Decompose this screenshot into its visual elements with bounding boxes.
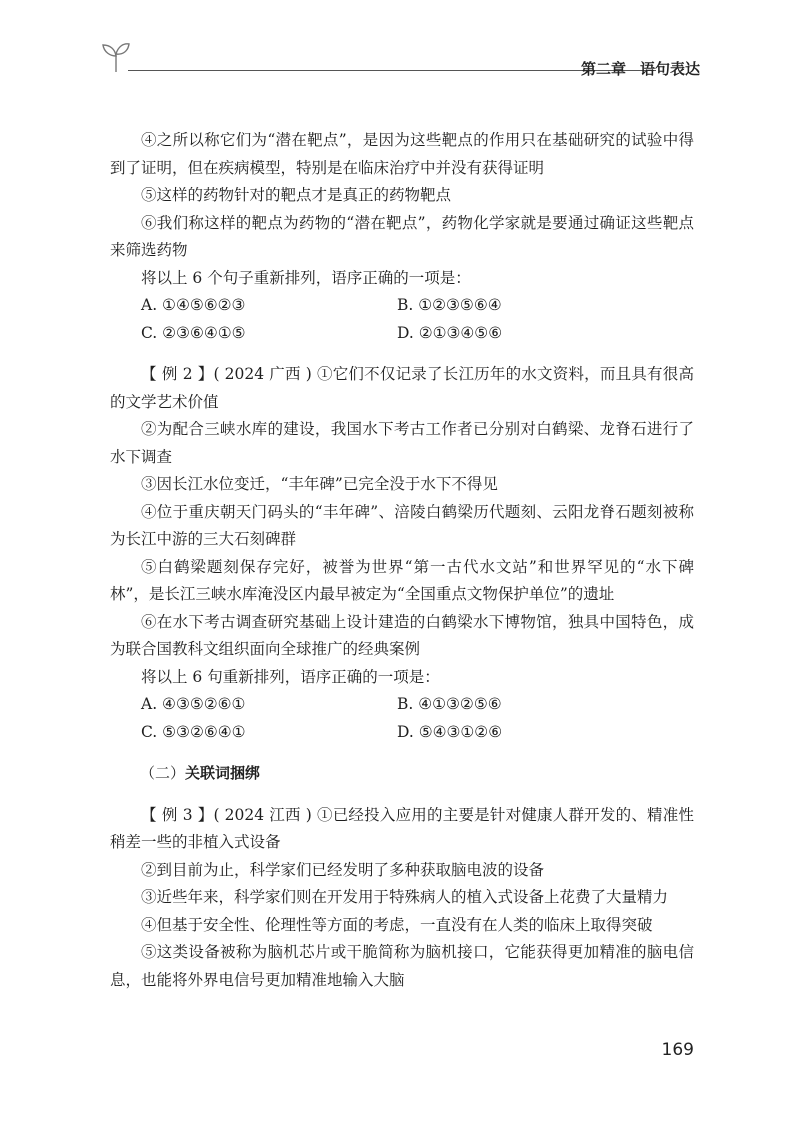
chapter-title [581,58,700,79]
sentence-6: ⑥我们称这样的靶点为药物的“潜在靶点”，药物化学家就是要通过确证这些靶点来筛选药物 [110,213,694,259]
option-a: A. ①④⑤⑥②③ [141,296,246,314]
example-3-sentence-4: ④但基于安全性、伦理性等方面的考虑，一直没有在人类的临床上取得突破 [141,915,653,934]
section-heading [110,760,694,788]
section-open-bracket: （ [140,764,156,782]
sprout-icon [100,40,132,74]
example-2-sentence-6: ⑥在水下考古调查研究基础上设计建造的白鹤梁水下博物馆，独具中国特色，成为联合国教科文组织面向全球推广的经典案例 [110,612,694,658]
section-number: 二 [155,764,171,782]
chapter-name: 语句表达 [639,60,700,78]
example-2-option-d: D. ⑤④③①②⑥ [397,722,503,741]
example-2-option-c: C. ⑤③②⑥④① [141,722,246,741]
example-2-options [110,691,694,746]
example-2-sentence-3: ③因长江水位变迁，“丰年碑”已完全没于水下不得见 [141,475,498,493]
example-3-sentence-5: ⑤这类设备被称为脑机芯片或干脆简称为脑机接口，它能获得更加精准的脑电信息，也能将外界电信号更加精准地输入大脑 [110,943,694,989]
example-2-option-b: B. ④①③②⑤⑥ [397,695,502,713]
page-number: 169 [661,1040,694,1060]
sentence-5: ⑤这样的药物针对的靶点才是真正的药物靶点 [141,186,452,204]
option-d: D. ②①③④⑤⑥ [397,323,503,342]
option-b: B. ①②③⑤⑥④ [397,296,502,314]
sentence-4: ④之所以称它们为“潜在靶点”，是因为这些靶点的作用只在基础研究的试验中得到了证明，但在疾病模型，特别是在临床治疗中并没有获得证明 [110,131,694,177]
header-rule [128,70,656,71]
example-3-sentence-2: ②到目前为止，科学家们已经发明了多种获取脑电波的设备 [141,860,545,879]
example-3-sentence-3: ③近些年来，科学家们则在开发用于特殊病人的植入式设备上花费了大量精力 [141,888,669,906]
question-prompt: 将以上 6 个句子重新排列，语序正确的一项是： [141,268,471,287]
section-close-bracket: ） [170,764,186,782]
section-title: 关联词捆绑 [185,764,261,782]
example-2-sentence-2: ②为配合三峡水库的建设，我国水下考古工作者已分别对白鹤梁、龙脊石进行了水下调查 [110,420,694,466]
example-2-sentence-4: ④位于重庆朝天门码头的“丰年碑”、涪陵白鹤梁历代题刻、云阳龙脊石题刻被称为长江中游的三大石刻碑群 [110,502,694,548]
chapter-number: 第二章 [580,60,626,78]
example-2-option-a: A. ④③⑤②⑥① [141,695,246,713]
example-2-sentence-5: ⑤白鹤梁题刻保存完好，被誉为世界“第一古代水文站”和世界罕见的“水下碑林”，是长江三峡水库淹没区内最早被定为“全国重点文物保护单位”的遗址 [110,557,694,603]
page-content [110,127,694,994]
example-2-question: 将以上 6 句重新排列，语序正确的一项是： [141,667,440,686]
page-header [100,40,700,80]
example-2-sentence-1: 【 例 2 】( 2024 广西 ) ①它们不仅记录了长江历年的水文资料，而且具有很高的文学艺术价值 [110,365,694,411]
option-c: C. ②③⑥④①⑤ [141,323,246,342]
answer-options [110,292,694,347]
example-3-sentence-1: 【 例 3 】( 2024 江西 ) ①已经投入应用的主要是针对健康人群开发的、精准性稍差一些的非植入式设备 [110,805,694,851]
